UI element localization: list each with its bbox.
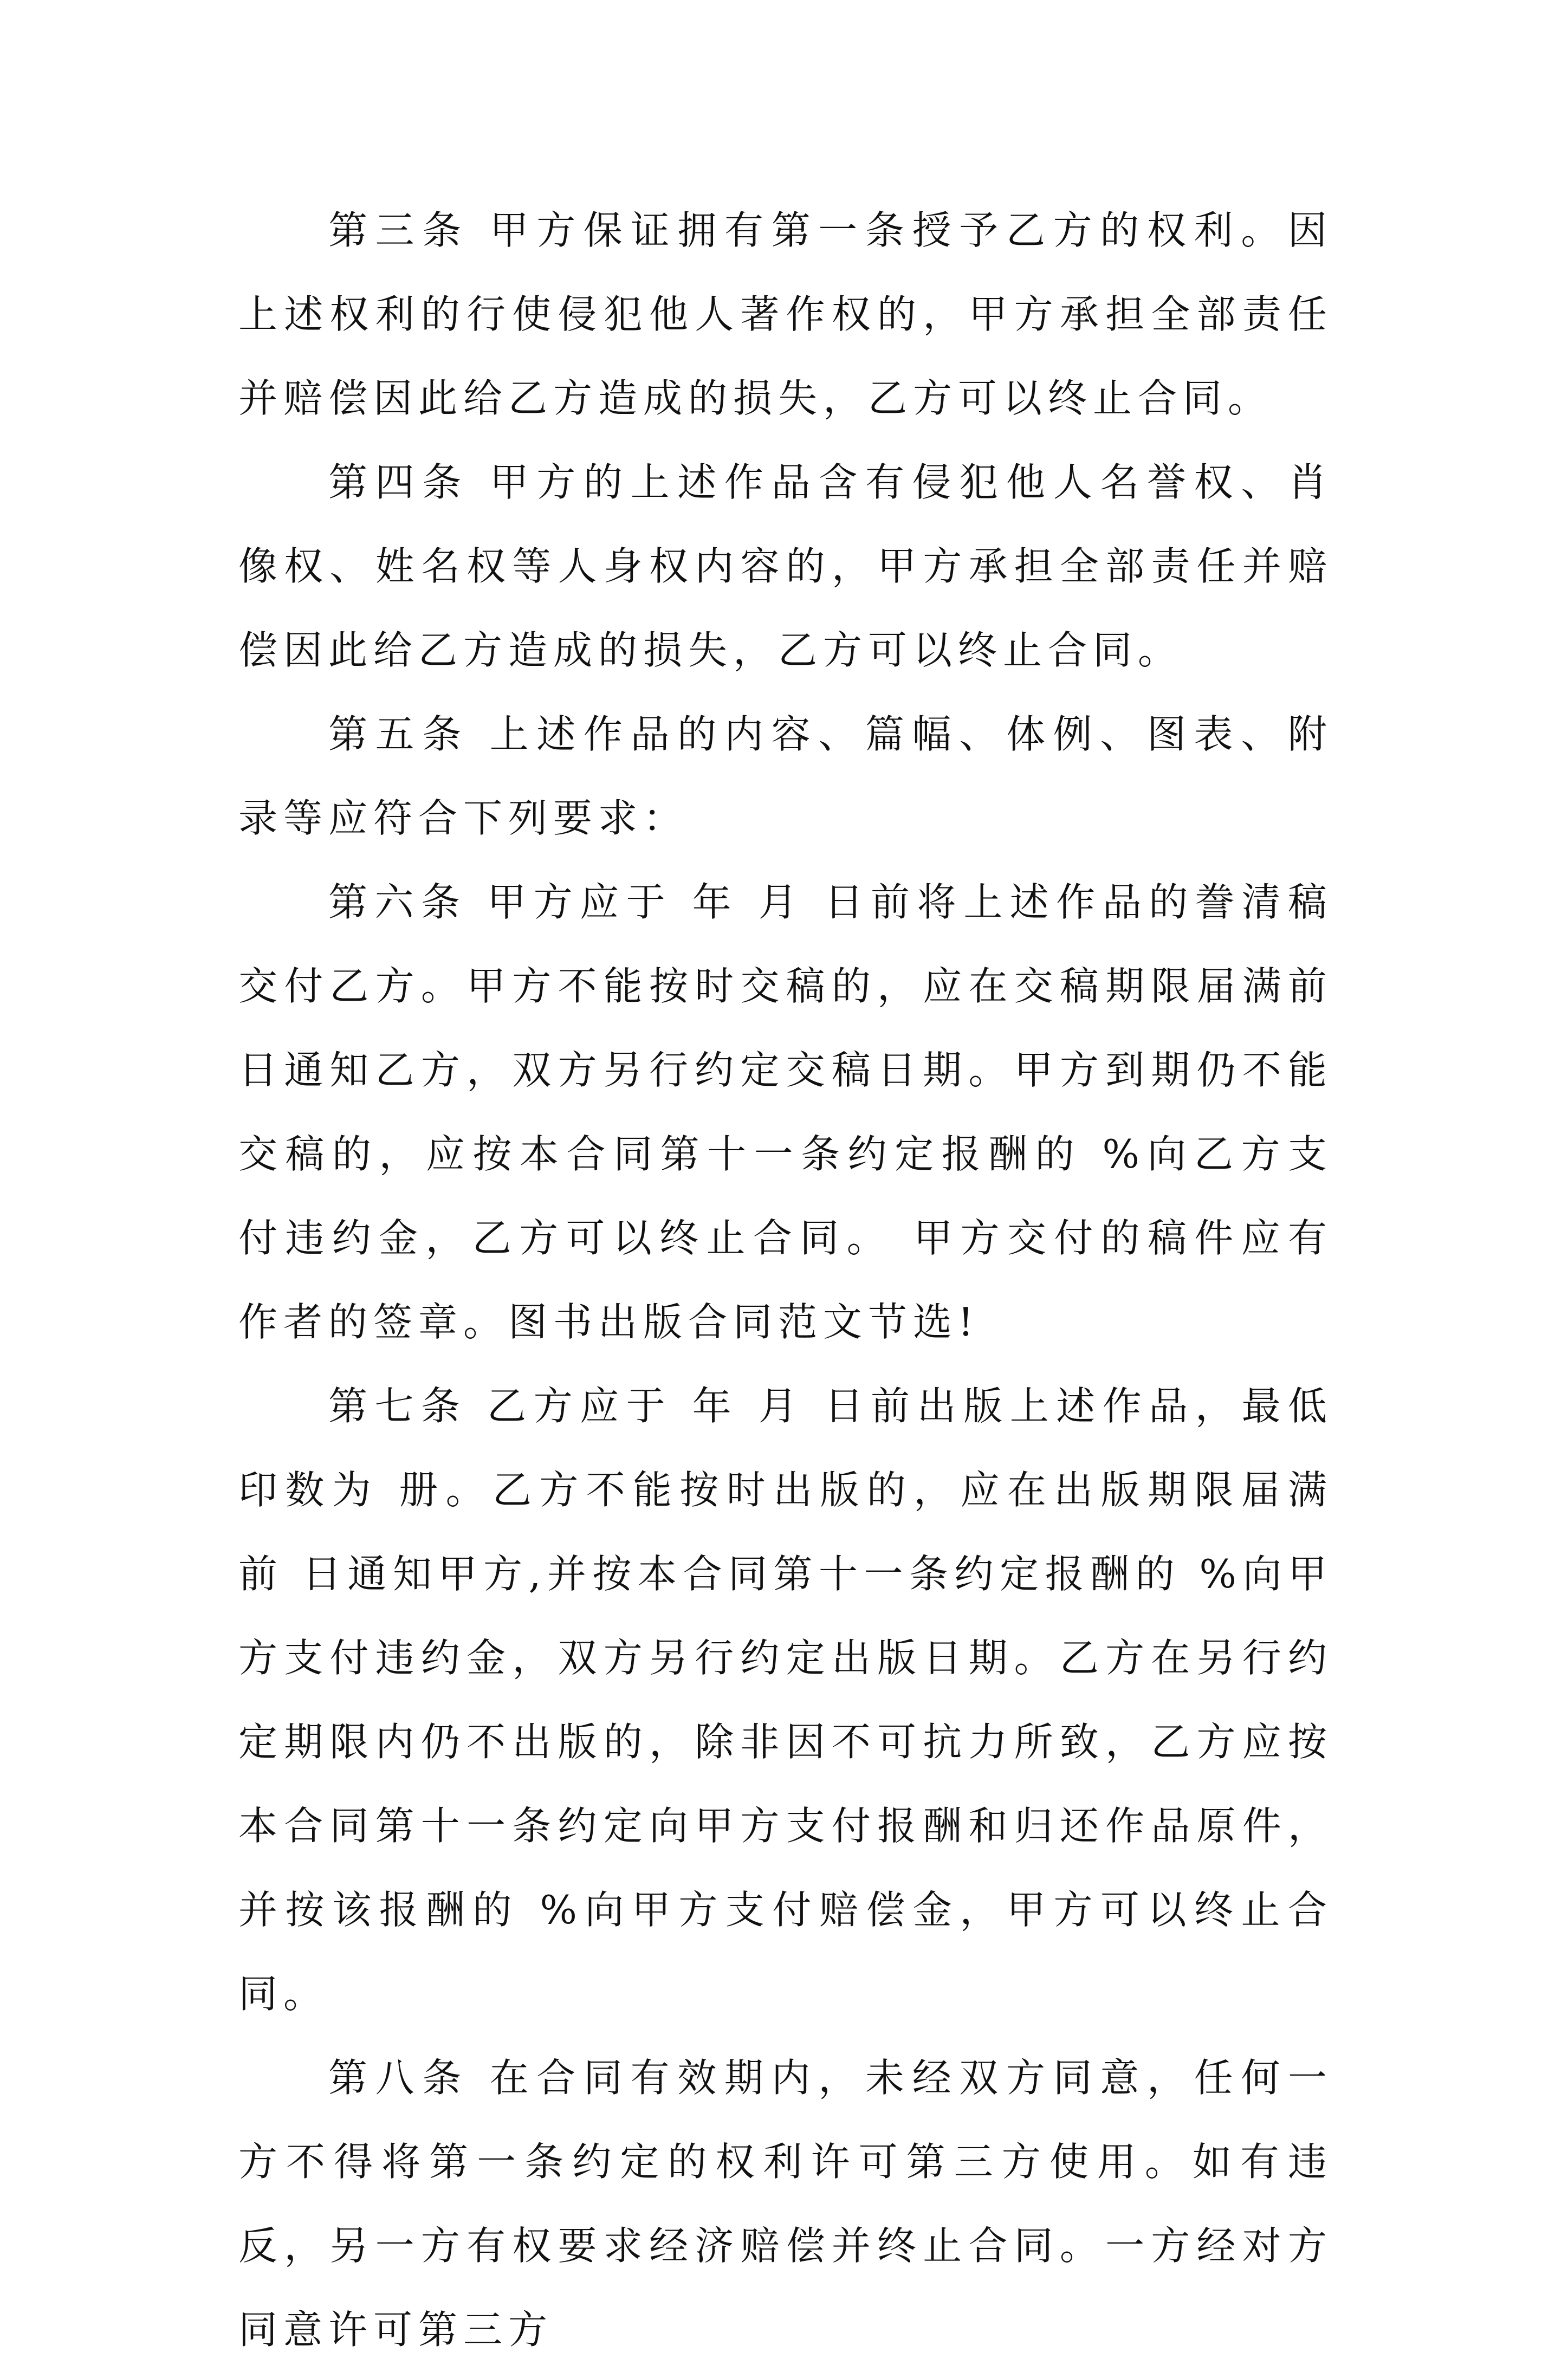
article-4-paragraph: 第四条 甲方的上述作品含有侵犯他人名誉权、肖像权、姓名权等人身权内容的，甲方承担全部责任并赔偿因此给乙方造成的损失，乙方可以终止合同。 — [238, 459, 1333, 673]
article-8-paragraph: 第八条 在合同有效期内，未经双方同意，任何一方不得将第一条约定的权利许可第三方使用。如有违反，另一方有权要求经济赔偿并终止合同。一方经对方同意许可第三方 — [238, 2055, 1333, 2352]
article-7-paragraph: 第七条 乙方应于 年 月 日前出版上述作品，最低印数为 册。乙方不能按时出版的，应在出版期限届满前 日通知甲方,并按本合同第十一条约定报酬的 %向甲方支付违约金，双方另行约定出版日期。乙方在另行约定期限内仍不出版的，除非因不可抗力所致，乙方应按本合同第十一条约定向甲方支付报酬和归还作品原件，并按该报酬的 %向甲方支付赔偿金，甲方可以终止合同。 — [238, 1383, 1333, 2017]
article-3-paragraph: 第三条 甲方保证拥有第一条授予乙方的权利。因上述权利的行使侵犯他人著作权的，甲方承担全部责任并赔偿因此给乙方造成的损失，乙方可以终止合同。 — [238, 208, 1333, 421]
document-body — [238, 189, 1333, 2372]
article-6-paragraph: 第六条 甲方应于 年 月 日前将上述作品的誊清稿交付乙方。甲方不能按时交稿的，应在交稿期限届满前 日通知乙方，双方另行约定交稿日期。甲方到期仍不能交稿的，应按本合同第十一条约定报酬的 %向乙方支付违约金，乙方可以终止合同。 甲方交付的稿件应有作者的签章。图书出版合同范文节选! — [238, 879, 1333, 1345]
article-5-paragraph: 第五条 上述作品的内容、篇幅、体例、图表、附录等应符合下列要求： — [238, 711, 1333, 841]
